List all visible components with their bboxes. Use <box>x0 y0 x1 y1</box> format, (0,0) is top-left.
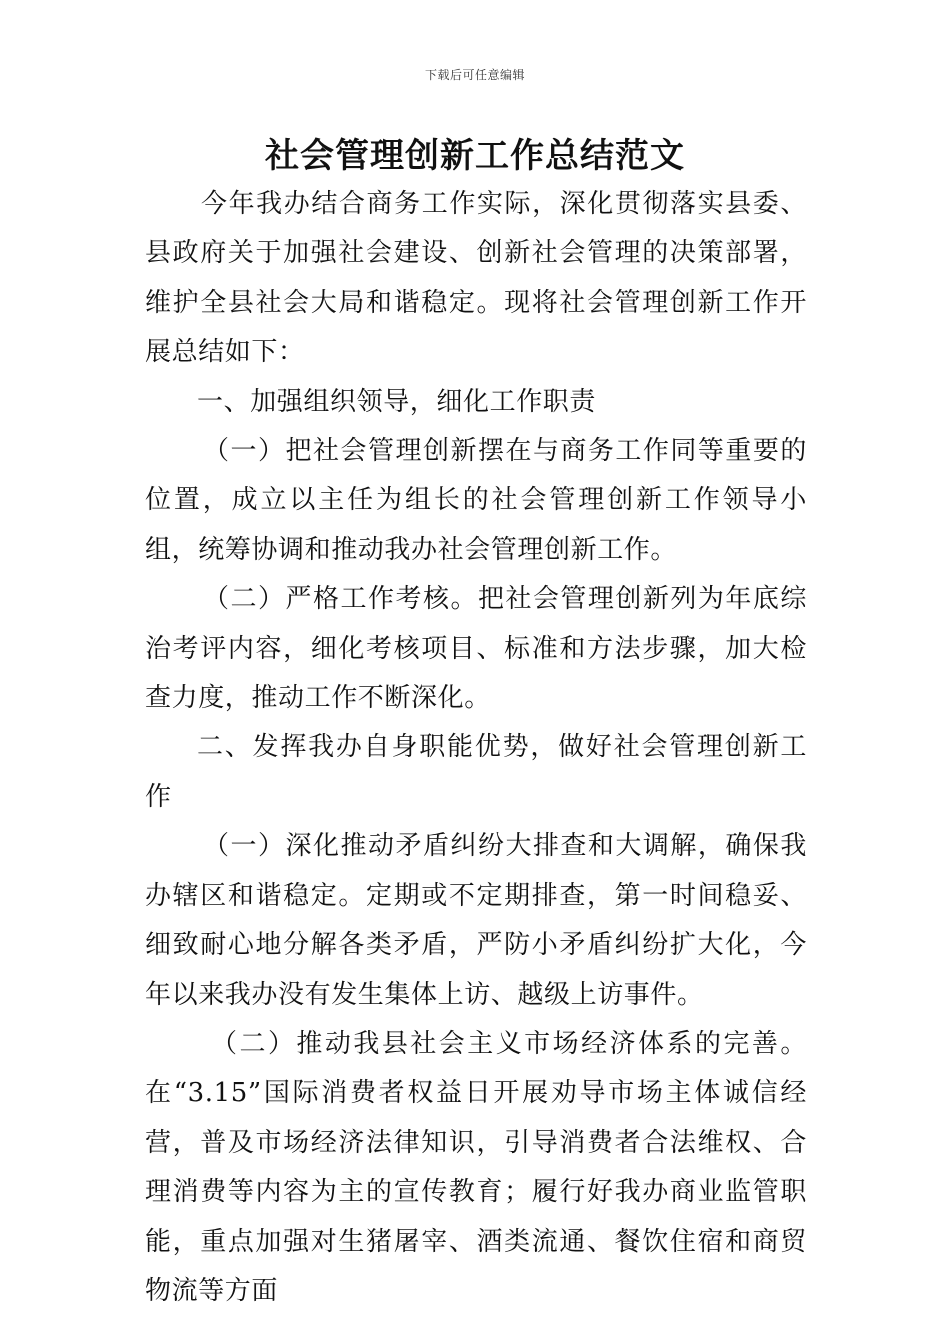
section-2-item-2: （二）推动我县社会主义市场经济体系的完善。在“3.15”国际消费者权益日开展劝导市场主体诚信经营，普及市场经济法律知识，引导消费者合法维权、合理消费等内容为主的宣传教育；履行好我办商业监管职能，重点加强对生猪屠宰、酒类流通、餐饮住宿和商贸物流等方面 <box>145 1028 807 1306</box>
intro-paragraph: 今年我办结合商务工作实际，深化贯彻落实县委、县政府关于加强社会建设、创新社会管理的决策部署，维护全县社会大局和谐稳定。现将社会管理创新工作开展总结如下： <box>145 189 807 368</box>
section-heading-2: 二、发挥我办自身职能优势，做好社会管理创新工作 <box>145 732 807 812</box>
document-title: 社会管理创新工作总结范文 <box>265 136 685 176</box>
section-heading-1: 一、加强组织领导，细化工作职责 <box>197 386 597 417</box>
section-2-item-1: （一）深化推动矛盾纠纷大排查和大调解，确保我办辖区和谐稳定。定期或不定期排查，第一时间稳妥、细致耐心地分解各类矛盾，严防小矛盾纠纷扩大化，今年以来我办没有发生集体上访、越级上访事件。 <box>145 831 807 1010</box>
section-1-item-1: （一）把社会管理创新摆在与商务工作同等重要的位置，成立以主任为组长的社会管理创新工作领导小组，统筹协调和推动我办社会管理创新工作。 <box>145 436 807 565</box>
header-note: 下载后可任意编辑 <box>424 68 525 82</box>
section-1-item-2: （二）严格工作考核。把社会管理创新列为年底综治考评内容，细化考核项目、标准和方法步骤，加大检查力度，推动工作不断深化。 <box>145 584 807 714</box>
document-body <box>145 180 807 1316</box>
